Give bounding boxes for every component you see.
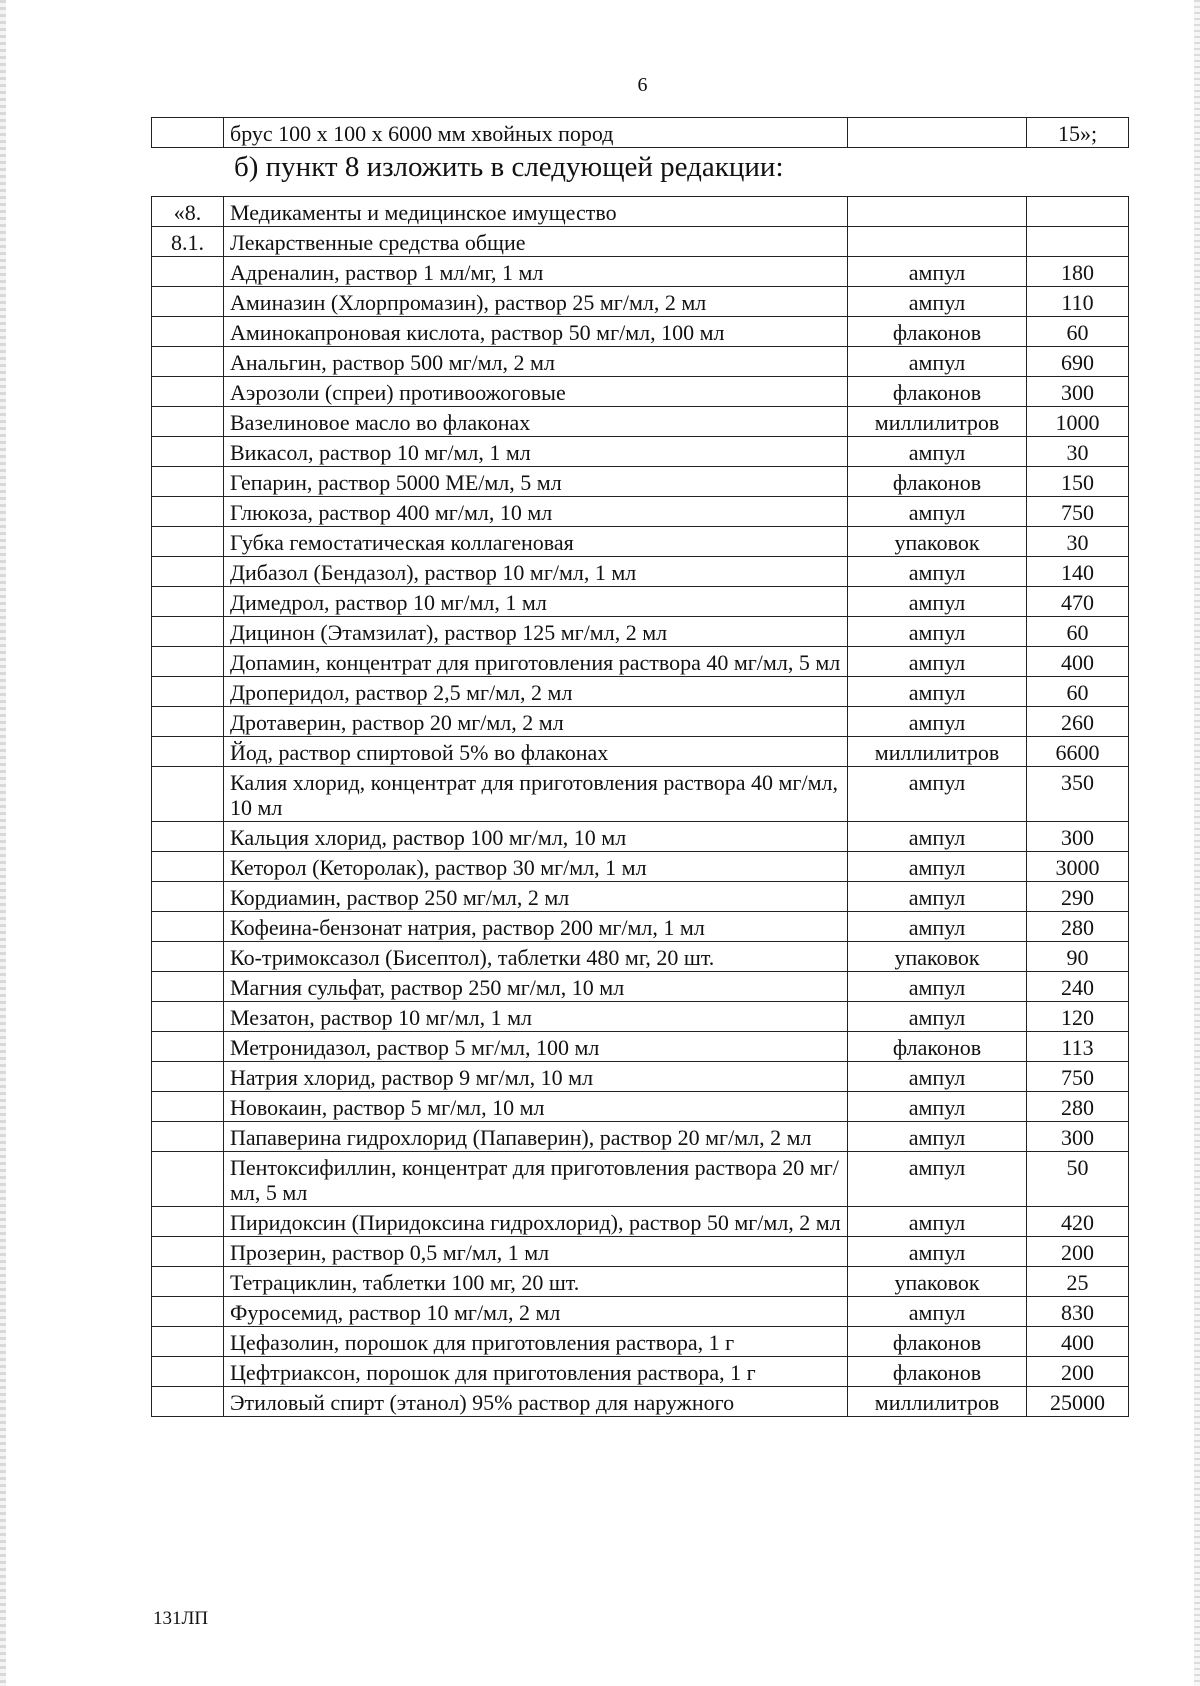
section-heading: б) пункт 8 изложить в следующей редакции:	[234, 151, 784, 183]
table-row	[152, 1062, 1129, 1092]
table-row	[152, 527, 1129, 557]
table-row	[152, 737, 1129, 767]
row-number	[152, 1032, 224, 1062]
item-unit: ампул	[848, 767, 1027, 822]
table-row	[152, 707, 1129, 737]
row-number	[152, 527, 224, 557]
item-name: Кофеина-бензонат натрия, раствор 200 мг/мл, 1 мл	[224, 912, 848, 942]
item-name: Лекарственные средства общие	[224, 227, 848, 257]
item-unit: ампул	[848, 912, 1027, 942]
item-quantity: 60	[1027, 677, 1129, 707]
item-unit: флаконов	[848, 377, 1027, 407]
scan-edge-left	[0, 0, 6, 1686]
row-number	[152, 287, 224, 317]
item-quantity: 260	[1027, 707, 1129, 737]
row-number	[152, 972, 224, 1002]
item-name: Дибазол (Бендазол), раствор 10 мг/мл, 1 мл	[224, 557, 848, 587]
item-name: Мезатон, раствор 10 мг/мл, 1 мл	[224, 1002, 848, 1032]
item-name: Папаверина гидрохлорид (Папаверин), раствор 20 мг/мл, 2 мл	[224, 1122, 848, 1152]
table-row	[152, 882, 1129, 912]
item-unit: ампул	[848, 587, 1027, 617]
item-unit: ампул	[848, 287, 1027, 317]
item-unit: упаковок	[848, 942, 1027, 972]
table-row	[152, 287, 1129, 317]
table-row	[152, 1092, 1129, 1122]
item-name: Дицинон (Этамзилат), раствор 125 мг/мл, 2 мл	[224, 617, 848, 647]
item-unit: ампул	[848, 1297, 1027, 1327]
item-name: Димедрол, раствор 10 мг/мл, 1 мл	[224, 587, 848, 617]
item-quantity: 200	[1027, 1357, 1129, 1387]
row-number	[152, 617, 224, 647]
item-quantity: 180	[1027, 257, 1129, 287]
item-name: Аминазин (Хлорпромазин), раствор 25 мг/мл, 2 мл	[224, 287, 848, 317]
item-name: Аминокапроновая кислота, раствор 50 мг/мл, 100 мл	[224, 317, 848, 347]
table-row	[152, 677, 1129, 707]
item-quantity: 300	[1027, 1122, 1129, 1152]
table-row	[152, 1002, 1129, 1032]
row-number	[152, 1267, 224, 1297]
table-row	[152, 912, 1129, 942]
row-number	[152, 1387, 224, 1417]
item-name: Викасол, раствор 10 мг/мл, 1 мл	[224, 437, 848, 467]
item-quantity: 400	[1027, 1327, 1129, 1357]
row-number	[152, 1357, 224, 1387]
table-row	[152, 1387, 1129, 1417]
row-number	[152, 852, 224, 882]
item-quantity: 290	[1027, 882, 1129, 912]
item-unit: ампул	[848, 1002, 1027, 1032]
table-row	[152, 1207, 1129, 1237]
item-name: Ко-тримоксазол (Бисептол), таблетки 480 мг, 20 шт.	[224, 942, 848, 972]
table-row	[152, 767, 1129, 822]
item-quantity: 6600	[1027, 737, 1129, 767]
item-unit: ампул	[848, 677, 1027, 707]
item-unit	[848, 118, 1027, 148]
item-name: Гепарин, раствор 5000 МЕ/мл, 5 мл	[224, 467, 848, 497]
table-row	[152, 257, 1129, 287]
item-quantity: 400	[1027, 647, 1129, 677]
item-name: Йод, раствор спиртовой 5% во флаконах	[224, 737, 848, 767]
item-quantity: 60	[1027, 317, 1129, 347]
table-row	[152, 1122, 1129, 1152]
item-name: Пиридоксин (Пиридоксина гидрохлорид), раствор 50 мг/мл, 2 мл	[224, 1207, 848, 1237]
item-quantity: 120	[1027, 1002, 1129, 1032]
table-row	[152, 1267, 1129, 1297]
item-quantity: 140	[1027, 557, 1129, 587]
item-quantity: 30	[1027, 437, 1129, 467]
table-row	[152, 437, 1129, 467]
item-unit: ампул	[848, 647, 1027, 677]
item-unit: упаковок	[848, 1267, 1027, 1297]
item-name: Дротаверин, раствор 20 мг/мл, 2 мл	[224, 707, 848, 737]
top-continuation-table	[151, 117, 1129, 148]
row-number	[152, 942, 224, 972]
item-quantity: 25000	[1027, 1387, 1129, 1417]
item-quantity: 200	[1027, 1237, 1129, 1267]
table-row	[152, 942, 1129, 972]
item-name: Калия хлорид, концентрат для приготовления раствора 40 мг/мл, 10 мл	[224, 767, 848, 822]
item-quantity	[1027, 197, 1129, 227]
page-number: 6	[637, 74, 648, 96]
item-quantity: 750	[1027, 1062, 1129, 1092]
table-row	[152, 1357, 1129, 1387]
row-number	[152, 257, 224, 287]
item-name: Цефазолин, порошок для приготовления раствора, 1 г	[224, 1327, 848, 1357]
table-row	[152, 197, 1129, 227]
item-name: Губка гемостатическая коллагеновая	[224, 527, 848, 557]
row-number	[152, 707, 224, 737]
table-row	[152, 587, 1129, 617]
table-row	[152, 407, 1129, 437]
table-row	[152, 617, 1129, 647]
item-unit: ампул	[848, 822, 1027, 852]
item-quantity: 50	[1027, 1152, 1129, 1207]
item-name: Этиловый спирт (этанол) 95% раствор для наружного	[224, 1387, 848, 1417]
item-quantity: 470	[1027, 587, 1129, 617]
item-quantity: 420	[1027, 1207, 1129, 1237]
item-unit: ампул	[848, 707, 1027, 737]
item-name: Цефтриаксон, порошок для приготовления раствора, 1 г	[224, 1357, 848, 1387]
row-number	[152, 882, 224, 912]
table-row	[152, 118, 1129, 148]
medicines-table-body	[152, 197, 1129, 1417]
table-row	[152, 377, 1129, 407]
item-name: Пентоксифиллин, концентрат для приготовления раствора 20 мг/мл, 5 мл	[224, 1152, 848, 1207]
row-number	[152, 407, 224, 437]
item-name: Новокаин, раствор 5 мг/мл, 10 мл	[224, 1092, 848, 1122]
row-number	[152, 737, 224, 767]
item-unit: упаковок	[848, 527, 1027, 557]
table-row	[152, 822, 1129, 852]
item-name: Адреналин, раствор 1 мл/мг, 1 мл	[224, 257, 848, 287]
medicines-table	[151, 196, 1129, 1417]
table-row	[152, 317, 1129, 347]
item-quantity: 280	[1027, 912, 1129, 942]
row-number	[152, 677, 224, 707]
row-number	[152, 557, 224, 587]
item-name: Прозерин, раствор 0,5 мг/мл, 1 мл	[224, 1237, 848, 1267]
item-unit: миллилитров	[848, 737, 1027, 767]
item-unit: ампул	[848, 557, 1027, 587]
item-unit: флаконов	[848, 1032, 1027, 1062]
item-quantity: 350	[1027, 767, 1129, 822]
item-name: Фуросемид, раствор 10 мг/мл, 2 мл	[224, 1297, 848, 1327]
row-number	[152, 1152, 224, 1207]
item-unit: флаконов	[848, 1327, 1027, 1357]
item-name: Аэрозоли (спреи) противоожоговые	[224, 377, 848, 407]
item-quantity: 750	[1027, 497, 1129, 527]
table-row	[152, 1297, 1129, 1327]
item-unit: ампул	[848, 617, 1027, 647]
item-name: Анальгин, раствор 500 мг/мл, 2 мл	[224, 347, 848, 377]
row-number	[152, 1207, 224, 1237]
row-number	[152, 118, 224, 148]
row-number	[152, 437, 224, 467]
table-row	[152, 1152, 1129, 1207]
item-name: Магния сульфат, раствор 250 мг/мл, 10 мл	[224, 972, 848, 1002]
item-unit: флаконов	[848, 317, 1027, 347]
table-row	[152, 1237, 1129, 1267]
item-name: брус 100 х 100 х 6000 мм хвойных пород	[224, 118, 848, 148]
item-unit: ампул	[848, 1122, 1027, 1152]
item-unit: ампул	[848, 1237, 1027, 1267]
item-quantity: 110	[1027, 287, 1129, 317]
table-row	[152, 647, 1129, 677]
item-quantity: 690	[1027, 347, 1129, 377]
row-number	[152, 822, 224, 852]
item-quantity: 113	[1027, 1032, 1129, 1062]
row-number	[152, 587, 224, 617]
table-row	[152, 1032, 1129, 1062]
item-name: Глюкоза, раствор 400 мг/мл, 10 мл	[224, 497, 848, 527]
item-name: Тетрациклин, таблетки 100 мг, 20 шт.	[224, 1267, 848, 1297]
item-quantity: 150	[1027, 467, 1129, 497]
row-number	[152, 467, 224, 497]
item-unit: ампул	[848, 257, 1027, 287]
item-quantity: 30	[1027, 527, 1129, 557]
item-unit	[848, 227, 1027, 257]
table-row	[152, 1327, 1129, 1357]
item-unit: миллилитров	[848, 407, 1027, 437]
item-unit	[848, 197, 1027, 227]
table-row	[152, 227, 1129, 257]
item-unit: миллилитров	[848, 1387, 1027, 1417]
item-unit: ампул	[848, 972, 1027, 1002]
table-row	[152, 852, 1129, 882]
table-row	[152, 347, 1129, 377]
item-unit: ампул	[848, 1152, 1027, 1207]
item-name: Кальция хлорид, раствор 100 мг/мл, 10 мл	[224, 822, 848, 852]
item-quantity: 60	[1027, 617, 1129, 647]
row-number	[152, 1327, 224, 1357]
item-unit: ампул	[848, 852, 1027, 882]
row-number	[152, 497, 224, 527]
item-quantity: 830	[1027, 1297, 1129, 1327]
item-quantity: 300	[1027, 822, 1129, 852]
row-number	[152, 1297, 224, 1327]
row-number: 8.1.	[152, 227, 224, 257]
item-name: Натрия хлорид, раствор 9 мг/мл, 10 мл	[224, 1062, 848, 1092]
row-number	[152, 912, 224, 942]
item-unit: флаконов	[848, 467, 1027, 497]
item-unit: флаконов	[848, 1357, 1027, 1387]
item-name: Вазелиновое масло во флаконах	[224, 407, 848, 437]
item-quantity: 280	[1027, 1092, 1129, 1122]
item-quantity: 15»;	[1027, 118, 1129, 148]
item-unit: ампул	[848, 882, 1027, 912]
row-number	[152, 317, 224, 347]
item-quantity	[1027, 227, 1129, 257]
item-quantity: 25	[1027, 1267, 1129, 1297]
item-name: Дроперидол, раствор 2,5 мг/мл, 2 мл	[224, 677, 848, 707]
item-quantity: 240	[1027, 972, 1129, 1002]
item-name: Кеторол (Кеторолак), раствор 30 мг/мл, 1 мл	[224, 852, 848, 882]
row-number	[152, 1002, 224, 1032]
table-row	[152, 497, 1129, 527]
item-name: Кордиамин, раствор 250 мг/мл, 2 мл	[224, 882, 848, 912]
item-quantity: 90	[1027, 942, 1129, 972]
row-number: «8.	[152, 197, 224, 227]
item-quantity: 1000	[1027, 407, 1129, 437]
item-unit: ампул	[848, 1207, 1027, 1237]
row-number	[152, 1092, 224, 1122]
table-row	[152, 557, 1129, 587]
item-name: Допамин, концентрат для приготовления раствора 40 мг/мл, 5 мл	[224, 647, 848, 677]
footer-document-code: 131ЛП	[153, 1608, 209, 1629]
item-unit: ампул	[848, 497, 1027, 527]
scan-edge-right	[1194, 0, 1200, 1686]
item-quantity: 300	[1027, 377, 1129, 407]
item-unit: ампул	[848, 437, 1027, 467]
item-unit: ампул	[848, 1062, 1027, 1092]
row-number	[152, 1237, 224, 1267]
item-name: Медикаменты и медицинское имущество	[224, 197, 848, 227]
item-name: Метронидазол, раствор 5 мг/мл, 100 мл	[224, 1032, 848, 1062]
table-row	[152, 467, 1129, 497]
item-unit: ампул	[848, 1092, 1027, 1122]
item-quantity: 3000	[1027, 852, 1129, 882]
row-number	[152, 767, 224, 822]
row-number	[152, 1122, 224, 1152]
row-number	[152, 1062, 224, 1092]
table-row	[152, 972, 1129, 1002]
row-number	[152, 647, 224, 677]
row-number	[152, 377, 224, 407]
item-unit: ампул	[848, 347, 1027, 377]
row-number	[152, 347, 224, 377]
